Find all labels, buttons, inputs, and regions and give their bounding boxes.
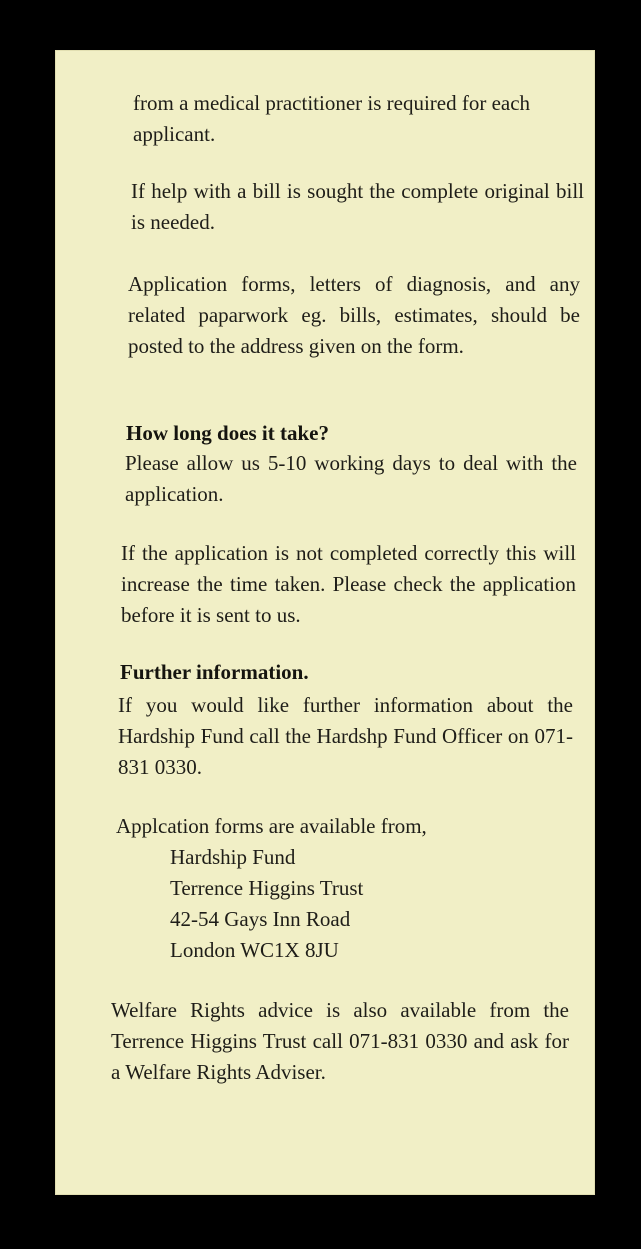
forms-available-intro: Applcation forms are available from, xyxy=(116,814,427,838)
medical-line-2: applicant. xyxy=(133,122,216,146)
medical-line-1: from a medical practitioner is required for each xyxy=(133,91,531,115)
time-heading: How long does it take? xyxy=(126,421,330,445)
leaflet-page xyxy=(55,50,595,1195)
bill-paragraph: If help with a bill is sought the complete original bill is needed. xyxy=(131,179,584,234)
further-information-paragraph: If you would like further information about the Hardship Fund call the Hardshp Fund Officer on 071-831 0330. xyxy=(118,693,573,779)
further-information-heading: Further information. xyxy=(120,660,309,684)
medical-practitioner-paragraph xyxy=(133,88,585,150)
time-paragraph: Please allow us 5-10 working days to deal with the application. xyxy=(125,451,577,506)
address-line-2: Terrence Higgins Trust xyxy=(170,876,364,900)
incomplete-application-paragraph: If the application is not completed correctly this will increase the time taken. Please check the application before it is sent to us. xyxy=(121,541,576,627)
application-forms-paragraph: Application forms, letters of diagnosis, and any related paparwork eg. bills, estimates, should be posted to the address given on the form. xyxy=(128,272,580,358)
address-line-4: London WC1X 8JU xyxy=(170,938,339,962)
address-line-3: 42-54 Gays Inn Road xyxy=(170,907,351,931)
welfare-rights-paragraph: Welfare Rights advice is also available from the Terrence Higgins Trust call 071-831 0330 and ask for a Welfare Rights Adviser. xyxy=(111,998,569,1084)
address-line-1: Hardship Fund xyxy=(170,845,296,869)
forms-available-block xyxy=(116,811,576,966)
